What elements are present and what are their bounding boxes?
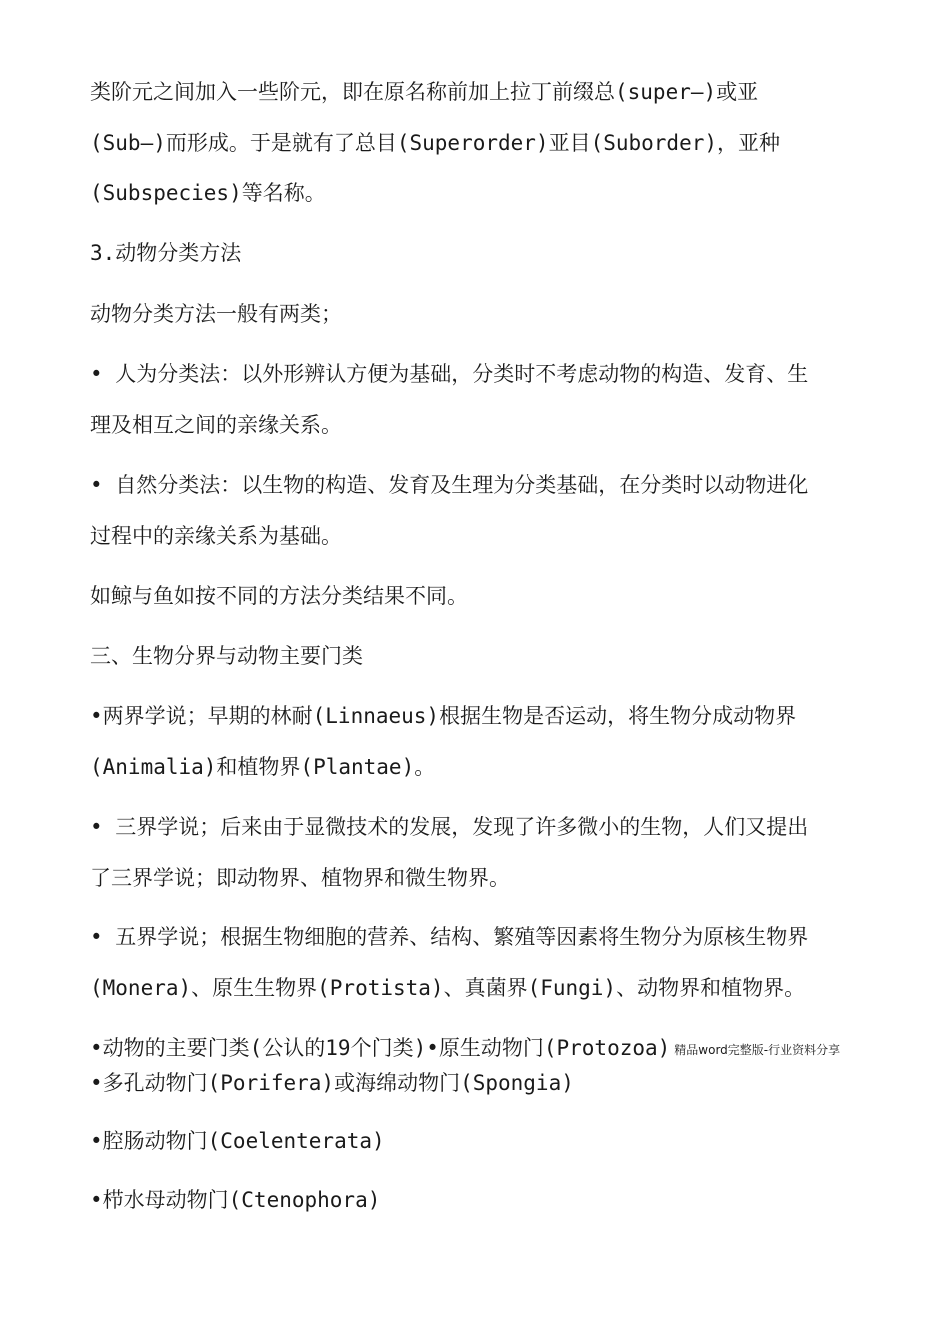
bullet-two-kingdoms-line-2: (Animalia)和植物界(Plantae)。 [90,755,436,779]
bullet-natural-line-1: • 自然分类法：以生物的构造、发育及生理为分类基础，在分类时以动物进化 [90,473,809,497]
para-line-10: 如鲸与鱼如按不同的方法分类结果不同。 [90,584,468,608]
bullet-artificial-line-1: • 人为分类法：以外形辨认方便为基础，分类时不考虑动物的构造、发育、生 [90,362,809,386]
bullet-three-kingdoms-line-1: • 三界学说；后来由于显微技术的发展，发现了许多微小的生物，人们又提出 [90,815,809,839]
bullet-five-kingdoms-line-1: • 五界学说；根据生物细胞的营养、结构、繁殖等因素将生物分为原核生物界 [90,925,809,949]
section-heading-classification-methods: 3.动物分类方法 [90,241,242,265]
main-phyla-text: •动物的主要门类(公认的19个门类)•原生动物门(Protozoa) [90,1036,671,1060]
para-line-2: (Sub—)而形成。于是就有了总目(Superorder)亚目(Suborder)，亚种 [90,131,781,155]
bullet-coelenterata: •腔肠动物门(Coelenterata) [90,1129,385,1153]
bullet-artificial-line-2: 理及相互之间的亲缘关系。 [90,413,342,437]
para-line-3: (Subspecies)等名称。 [90,181,326,205]
bullet-five-kingdoms-line-2: (Monera)、原生生物界(Protista)、真菌界(Fungi)、动物界和植物界。 [90,976,806,1000]
para-line-5: 动物分类方法一般有两类； [90,302,342,326]
footer-note: 精品word完整版-行业资料分享 [674,1043,841,1057]
bullet-porifera: •多孔动物门(Porifera)或海绵动物门(Spongia) [90,1071,574,1095]
bullet-three-kingdoms-line-2: 了三界学说；即动物界、植物界和微生物界。 [90,866,510,890]
bullet-main-phyla [90,1034,840,1064]
bullet-ctenophora: •栉水母动物门(Ctenophora) [90,1188,381,1212]
para-line-1: 类阶元之间加入一些阶元，即在原名称前加上拉丁前缀总(super—)或亚 [90,80,759,104]
bullet-two-kingdoms-line-1: •两界学说；早期的林耐(Linnaeus)根据生物是否运动，将生物分成动物界 [90,704,797,728]
bullet-natural-line-2: 过程中的亲缘关系为基础。 [90,524,342,548]
section-heading-kingdoms: 三、生物分界与动物主要门类 [90,644,363,668]
